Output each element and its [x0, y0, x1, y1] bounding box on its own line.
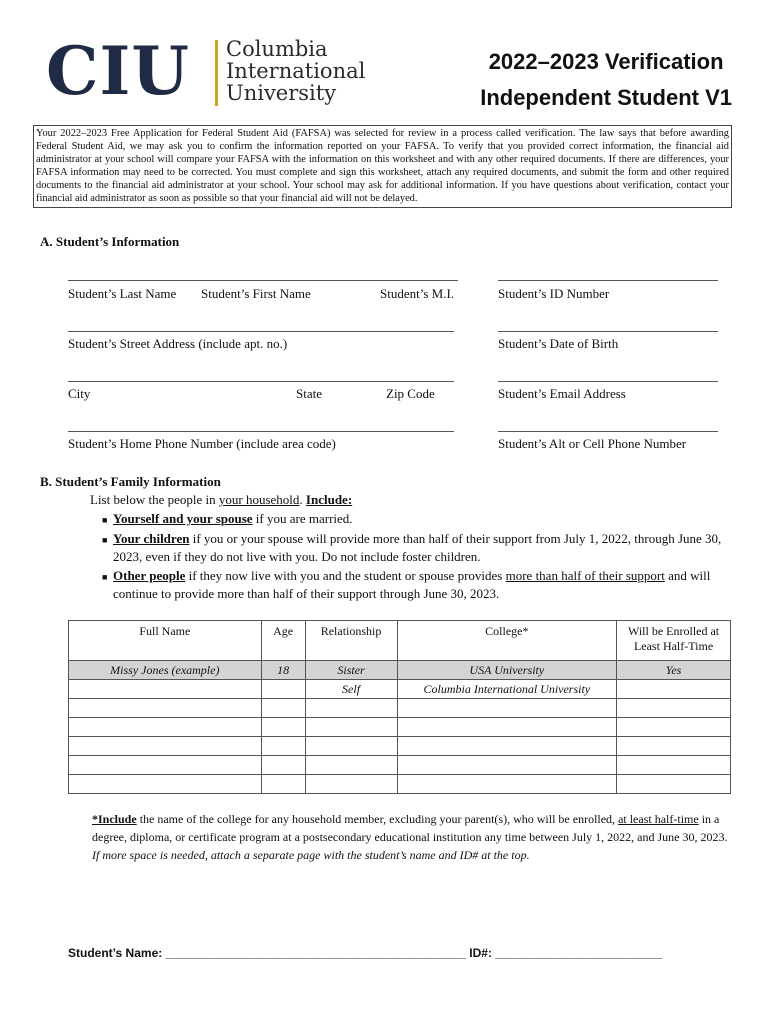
- table-cell[interactable]: Self: [305, 680, 397, 699]
- table-cell[interactable]: [261, 718, 305, 737]
- name-line[interactable]: [68, 280, 458, 281]
- b1-bold: Yourself and your spouse: [113, 511, 253, 526]
- id-field[interactable]: _________________________: [495, 946, 663, 960]
- state-label: State: [296, 386, 322, 401]
- col-enrolled: Will be Enrolled at Least Half-Time: [617, 621, 731, 661]
- table-cell[interactable]: [305, 699, 397, 718]
- table-row[interactable]: [69, 699, 731, 718]
- b3-underlined: more than half of their support: [505, 567, 665, 583]
- table-row[interactable]: [69, 756, 731, 775]
- document-title: [480, 44, 732, 116]
- first-name-label: Student’s First Name: [201, 286, 311, 301]
- student-name-field[interactable]: _____________________________________________: [165, 946, 466, 960]
- table-cell: Missy Jones (example): [69, 661, 262, 680]
- id-number-label: Student’s ID Number: [498, 286, 610, 301]
- include-list: [102, 510, 732, 604]
- note-underlined: at least half-time: [618, 812, 699, 826]
- table-cell: 18: [261, 661, 305, 680]
- list-household: your household: [218, 492, 300, 507]
- b2-rest: if you or your spouse will provide more than half of their support from July 1, 2022, through June 30, 2023, even if they do not live with you. Do not include foster children.: [113, 530, 722, 564]
- table-cell[interactable]: [69, 756, 262, 775]
- table-cell[interactable]: [261, 775, 305, 794]
- table-cell: Sister: [305, 661, 397, 680]
- logo-mark: CIU: [46, 32, 190, 110]
- table-cell[interactable]: [397, 737, 617, 756]
- bullet-square-icon: ■: [102, 515, 108, 525]
- note-include: *Include: [92, 812, 137, 826]
- table-cell[interactable]: [305, 775, 397, 794]
- logo-line-3: University: [226, 81, 337, 105]
- street-line[interactable]: [68, 331, 454, 332]
- table-cell[interactable]: [617, 737, 731, 756]
- b3-mid: if they now live with you and the student or spouse provides: [185, 567, 506, 583]
- bullet-item: [102, 510, 732, 530]
- city-line[interactable]: [68, 381, 454, 382]
- mi-label: Student’s M.I.: [380, 286, 455, 301]
- logo-line-1: Columbia: [226, 37, 328, 61]
- id-label: ID#:: [469, 946, 492, 960]
- logo-wordmark: [226, 38, 365, 104]
- home-phone-line[interactable]: [68, 431, 454, 432]
- bullet-item: [102, 567, 732, 604]
- table-cell[interactable]: [617, 680, 731, 699]
- table-row[interactable]: [69, 737, 731, 756]
- col-age: Age: [261, 621, 305, 661]
- alt-phone-line[interactable]: [498, 431, 718, 432]
- b1-rest: if you are married.: [252, 511, 353, 526]
- b3-rest: and will continue to provide more than half of their support through June 30, 2023.: [113, 567, 711, 601]
- table-row[interactable]: [69, 718, 731, 737]
- table-header-row: [69, 621, 731, 661]
- table-cell[interactable]: [397, 756, 617, 775]
- dob-line[interactable]: [498, 331, 718, 332]
- title-line-1: 2022–2023 Verification: [488, 49, 724, 74]
- household-table: [68, 620, 731, 794]
- list-include: Include:: [305, 492, 353, 507]
- table-cell[interactable]: [261, 680, 305, 699]
- table-cell[interactable]: [261, 737, 305, 756]
- b3-bold: Other people: [113, 567, 186, 583]
- logo-line-2: International: [226, 59, 366, 83]
- table-cell[interactable]: [305, 737, 397, 756]
- logo-divider: [215, 40, 218, 106]
- note-part-1: the name of the college for any household member, excluding your parent(s), who will be enrolled,: [136, 812, 619, 826]
- table-cell[interactable]: [617, 756, 731, 775]
- table-cell[interactable]: [69, 680, 262, 699]
- table-cell[interactable]: [397, 699, 617, 718]
- example-row: [69, 661, 731, 680]
- street-label: Student’s Street Address (include apt. no.): [68, 336, 288, 351]
- table-cell[interactable]: [617, 718, 731, 737]
- table-cell[interactable]: [397, 718, 617, 737]
- email-label: Student’s Email Address: [498, 386, 626, 401]
- table-cell[interactable]: [69, 737, 262, 756]
- zip-label: Zip Code: [386, 386, 435, 401]
- list-dot: .: [299, 492, 306, 507]
- intro-box: Your 2022–2023 Free Application for Federal Student Aid (FAFSA) was selected for review in a process called verification. The law says that before awarding Federal Student Aid, we may ask you to confirm the information reported on your FAFSA. To verify that you provided correct information, the financial aid administrator at your school will compare your FAFSA with the information on this worksheet and with any other required documents. If there are differences, your FAFSA information may need to be corrected. You must complete and sign this worksheet, attach any required documents, and submit the form and other required documents to the financial aid administrator at your school. Your school may ask for additional information. If you have questions about verification, contact your financial aid administrator as soon as possible so that your financial aid will not be delayed.: [33, 125, 732, 208]
- col-full-name: Full Name: [69, 621, 262, 661]
- home-phone-label: Student’s Home Phone Number (include area code): [68, 436, 336, 451]
- student-name-label: Student’s Name:: [68, 946, 163, 960]
- table-cell: Yes: [617, 661, 731, 680]
- household-instructions: [90, 492, 352, 508]
- table-row[interactable]: [69, 680, 731, 699]
- id-line[interactable]: [498, 280, 718, 281]
- title-line-2: Independent Student V1: [480, 85, 732, 110]
- table-cell[interactable]: [261, 699, 305, 718]
- section-b-heading: B. Student’s Family Information: [40, 474, 221, 489]
- table-cell[interactable]: [617, 775, 731, 794]
- section-a-heading: A. Student’s Information: [40, 234, 180, 249]
- note-part-2: in a degree, diploma, or certificate program at a postsecondary educational institution any time between July 1, 2022, and June 30, 2023.: [92, 812, 728, 844]
- table-cell[interactable]: [69, 699, 262, 718]
- last-name-label: Student’s Last Name: [68, 286, 177, 301]
- bullet-square-icon: ■: [102, 571, 108, 582]
- dob-label: Student’s Date of Birth: [498, 336, 619, 351]
- b2-bold: Your children: [113, 530, 190, 546]
- table-cell[interactable]: [305, 756, 397, 775]
- table-cell[interactable]: [617, 699, 731, 718]
- email-line[interactable]: [498, 381, 718, 382]
- table-cell: USA University: [397, 661, 617, 680]
- college-footnote: [92, 810, 732, 864]
- list-prefix: List below the people in: [90, 492, 219, 507]
- table-cell[interactable]: [69, 775, 262, 794]
- table-row[interactable]: [69, 775, 731, 794]
- table-cell[interactable]: [69, 718, 262, 737]
- alt-phone-label: Student’s Alt or Cell Phone Number: [498, 436, 687, 451]
- table-cell[interactable]: [305, 718, 397, 737]
- table-cell[interactable]: [261, 756, 305, 775]
- col-college: College*: [397, 621, 617, 661]
- bullet-item: [102, 530, 732, 567]
- table-cell[interactable]: [397, 775, 617, 794]
- city-label: City: [68, 386, 91, 401]
- col-relationship: Relationship: [305, 621, 397, 661]
- table-cell[interactable]: Columbia International University: [397, 680, 617, 699]
- signature-line: [68, 946, 662, 960]
- bullet-square-icon: ■: [102, 534, 108, 545]
- ciu-logo: [46, 32, 386, 112]
- note-italic: If more space is needed, attach a separate page with the student’s name and ID# at the top.: [92, 848, 530, 862]
